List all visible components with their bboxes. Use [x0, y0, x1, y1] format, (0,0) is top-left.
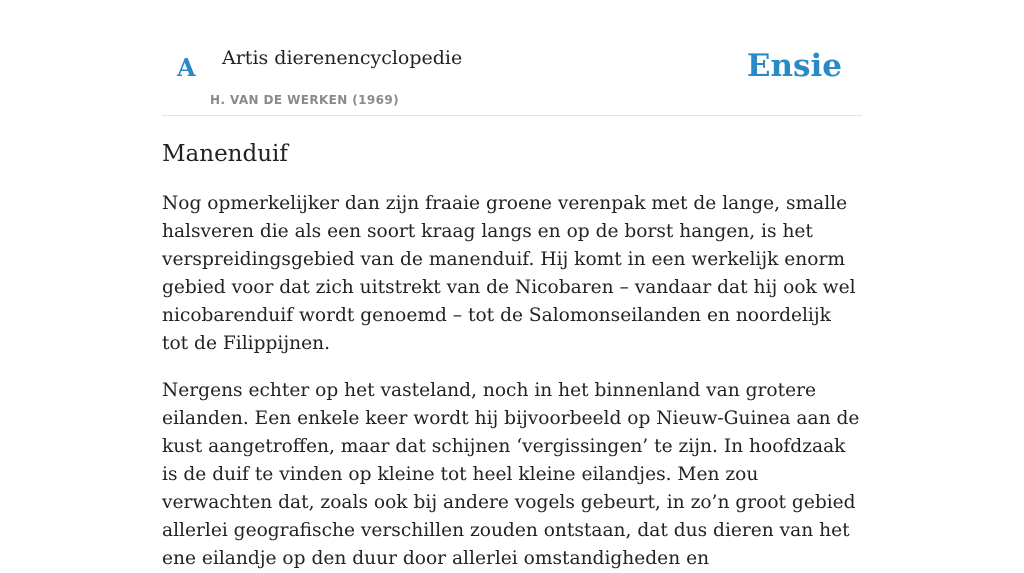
entry-title: Manenduif	[162, 141, 288, 167]
page	[162, 0, 862, 573]
source-author: H. VAN DE WERKEN (1969)	[210, 93, 400, 107]
source-title-link[interactable]: Artis dierenencyclopedie	[222, 47, 463, 69]
entry-paragraph: Nergens echter op het vasteland, noch in het binnenland van grotere eilanden. Een enkele keer wordt hij bijvoorbeeld op Nieuw-Guinea aan de kust aangetroffen, maar dat schijnen ‘vergissingen’ te zijn. In hoofdzaak is de duif te vinden op kleine tot heel kleine eilandjes. Men zou verwachten dat, zoals ook bij andere vogels gebeurt, in zo’n groot gebied allerlei geografische verschillen zouden ontstaan, dat dus dieren van het ene eilandje op den duur door allerlei omstandigheden en	[162, 379, 860, 569]
entry-body	[162, 190, 862, 573]
brand-logo[interactable]: Ensie	[746, 48, 842, 84]
entry-paragraph: Nog opmerkelijker dan zijn fraaie groene verenpak met de lange, smalle halsveren die als een soort kraag langs en op de borst hangen, is het verspreidingsgebied van de manenduif. Hij komt in een werkelijk enorm gebied voor dat zich uitstrekt van de Nicobaren – vandaar dat hij ook wel nicobarenduif wordt genoemd – tot de Salomonseilanden en noordelijk tot de Filippijnen.	[162, 192, 856, 354]
letter-index-link[interactable]: A	[177, 53, 196, 82]
source-header	[162, 44, 862, 116]
